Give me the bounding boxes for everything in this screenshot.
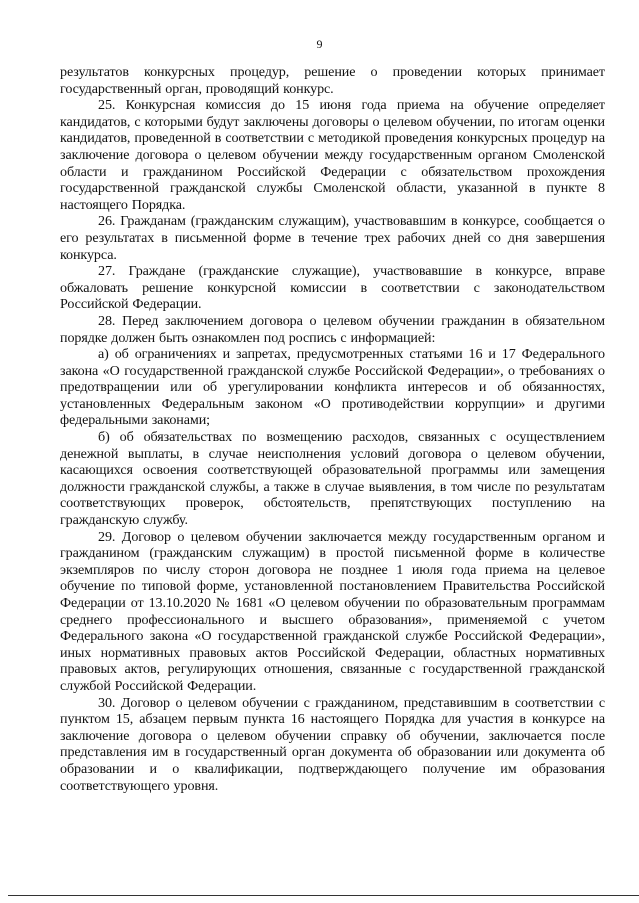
paragraph-27: 27. Граждане (гражданские служащие), участвовавшие в конкурсе, вправе обжаловать решение конкурсной комиссии в соответствии с законодательством Российской Федерации. [60, 263, 605, 313]
document-body [60, 64, 605, 794]
paragraph-28-a: а) об ограничениях и запретах, предусмотренных статьями 16 и 17 Федерального закона «О государственной гражданской службе Российской Федерации», о требованиях о предотвращении или об урегулировании конфликта интересов и об обязанностях, установленных Федеральным законом «О противодействии коррупции» и другими федеральными законами; [60, 346, 605, 429]
paragraph-26: 26. Гражданам (гражданским служащим), участвовавшим в конкурсе, сообщается о его результатах в письменной форме в течение трех рабочих дней со дня завершения конкурса. [60, 213, 605, 263]
paragraph-25: 25. Конкурсная комиссия до 15 июня года приема на обучение определяет кандидатов, с которыми будут заключены договоры о целевом обучении, по итогам оценки кандидатов, проведенной в соответствии с методикой проведения конкурсных процедур на заключение договора о целевом обучении между государственным органом Смоленской области и гражданином Российской Федерации с обязательством прохождения государственной гражданской службы Смоленской области, указанной в пункте 8 настоящего Порядка. [60, 97, 605, 213]
paragraph-continuation: результатов конкурсных процедур, решение о проведении которых принимает государственный орган, проводящий конкурс. [60, 64, 605, 97]
paragraph-28-b: б) об обязательствах по возмещению расходов, связанных с осуществлением денежной выплаты, в случае неисполнения условий договора о целевом обучении, касающихся освоения соответствующей образовательной программы или замещения должности гражданской службы, а также в случае выявления, в том числе по результатам соответствующих проверок, обстоятельств, препятствующих поступлению на гражданскую службу. [60, 429, 605, 529]
paragraph-30: 30. Договор о целевом обучении с гражданином, представившим в соответствии с пунктом 15, абзацем первым пункта 16 настоящего Порядка для участия в конкурсе на заключение договора о целевом обучении справку об обучении, заключается после представления им в государственный орган документа об образовании или документа об образовании и о квалификации, подтверждающего получение им образования соответствующего уровня. [60, 694, 605, 794]
page-number: 9 [316, 37, 323, 51]
paragraph-28: 28. Перед заключением договора о целевом обучении гражданин в обязательном порядке должен быть ознакомлен под роспись с информацией: [60, 312, 605, 346]
paragraph-29: 29. Договор о целевом обучении заключается между государственным органом и гражданином (гражданским служащим) в простой письменной форме в количестве экземпляров по числу сторон договора не позднее 1 июля года приема на целевое обучение по типовой форме, установленной постановлением Правительства Российской Федерации от 13.10.2020 № 1681 «О целевом обучении по образовательным программам среднего профессионального и высшего образования», применяемой с учетом Федерального закона «О государственной гражданской службе Российской Федерации», иных нормативных правовых актов Российской Федерации, областных нормативных правовых актов, регулирующих отношения, связанные с государственной гражданской службой Российской Федерации. [60, 528, 605, 694]
page-bottom-divider [8, 895, 639, 896]
